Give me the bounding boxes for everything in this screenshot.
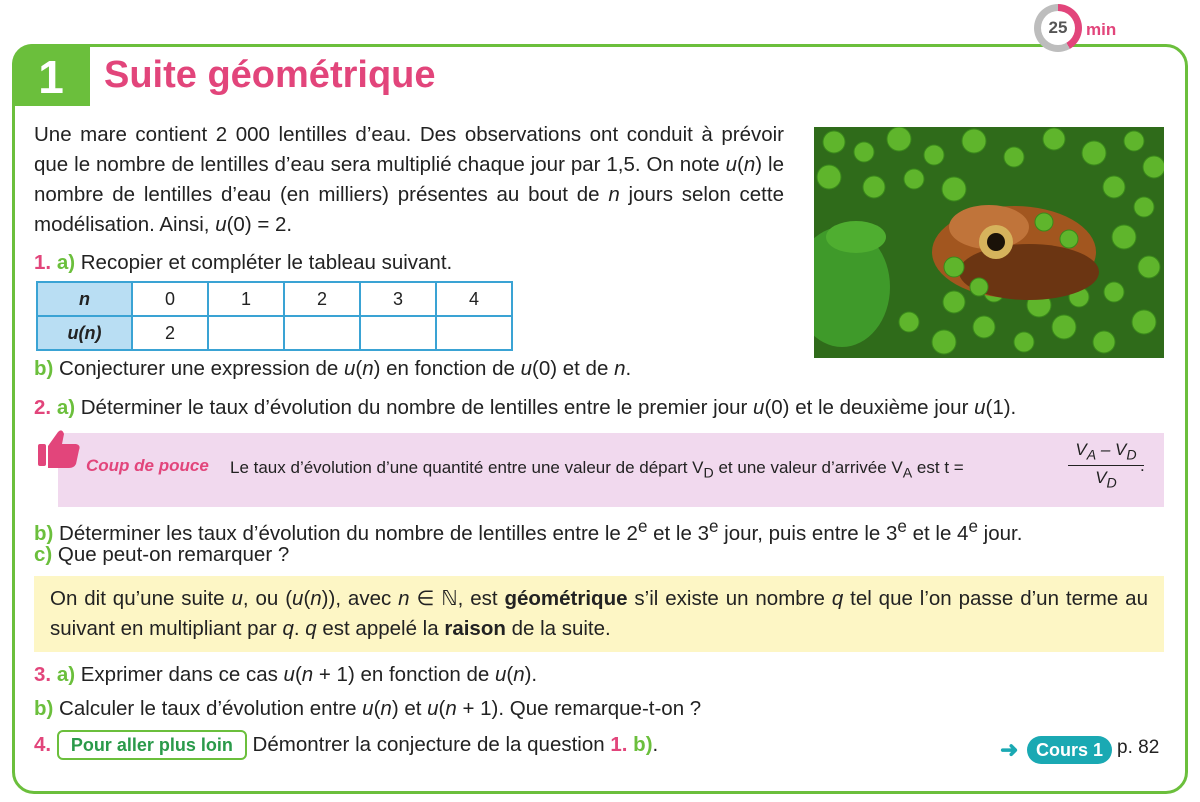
question-2a: 2. a) Déterminer le taux d’évolution du nombre de lentilles entre le premier jour u(0) et le deuxième jour u(1).: [34, 396, 1017, 419]
question-3a: 3. a) Exprimer dans ce cas u(n + 1) en fonction de u(n).: [34, 663, 538, 686]
exercise-number: 1: [12, 44, 90, 106]
table-cell: 4: [436, 282, 512, 316]
fraction-denominator: $V_D$: [1095, 468, 1117, 492]
question-1b: b) Conjecturer une expression de u(n) en fonction de u(0) et de n.: [34, 357, 632, 380]
question-1a: 1. a) Recopier et compléter le tableau suivant.: [34, 251, 453, 274]
table-cell: 1: [208, 282, 284, 316]
table-cell: 3: [360, 282, 436, 316]
values-table: [36, 281, 513, 351]
question-4: 4. Pour aller plus loin Démontrer la conjecture de la question 1. b).: [34, 730, 658, 760]
intro-paragraph: Une mare contient 2 000 lentilles d’eau. Des observations ont conduit à prévoir que le nombre de lentilles d’eau sera multiplié chaque jour par 1,5. On note u(n) le nombre de lentilles d’eau (en milliers) présentes au bout de n jours selon cette modélisation. Ainsi, u(0) = 2.: [34, 123, 784, 236]
table-header-un: u(n): [37, 316, 132, 350]
table-cell: 2: [132, 316, 208, 350]
thumbs-up-icon: [36, 428, 82, 470]
fraction-bar: [1068, 465, 1144, 466]
timer-unit: min: [1086, 20, 1117, 39]
course-link[interactable]: Cours 1: [1027, 736, 1112, 764]
table-cell: [360, 316, 436, 350]
timer-icon: [1034, 4, 1082, 52]
hint-text: Le taux d’évolution d’une quantité entre une valeur de départ $V_D$ et une valeur d’arrivée $V_A$ est t =: [230, 458, 964, 482]
table-cell: [284, 316, 360, 350]
question-2b: b) Déterminer les taux d’évolution du nombre de lentilles entre le 2e et le 3e jour, puis entre le 3e et le 4e jour.: [34, 517, 1023, 545]
arrow-right-icon: ➜: [1000, 737, 1019, 762]
table-row: [37, 316, 512, 350]
hint-badge: Coup de pouce: [86, 456, 209, 475]
table-cell: [208, 316, 284, 350]
advanced-badge[interactable]: Pour aller plus loin: [57, 730, 247, 760]
timer-value: 25: [1041, 11, 1075, 45]
definition-box: On dit qu’une suite u, ou (u(n)), avec n ∈ ℕ, est géométrique s’il existe un nombre q tel que l’on passe d’un terme au suivant en multipliant par q. q est appelé la raison de la suite.: [34, 576, 1164, 652]
question-3b: b) Calculer le taux d’évolution entre u(n) et u(n + 1). Que remarque-t-on ?: [34, 697, 702, 720]
table-cell: [436, 316, 512, 350]
page-reference: p. 82: [1117, 737, 1160, 758]
frog-photo: [814, 127, 1164, 358]
table-row: [37, 282, 512, 316]
table-cell: 2: [284, 282, 360, 316]
question-2c: c) Que peut-on remarquer ?: [34, 543, 290, 566]
table-header-n: n: [37, 282, 132, 316]
fraction-numerator: $V_A - V_D$: [1075, 440, 1137, 464]
exercise-title: Suite géométrique: [104, 54, 436, 96]
table-cell: 0: [132, 282, 208, 316]
fraction-formula: [1068, 440, 1144, 492]
fraction-period: .: [1140, 456, 1145, 475]
